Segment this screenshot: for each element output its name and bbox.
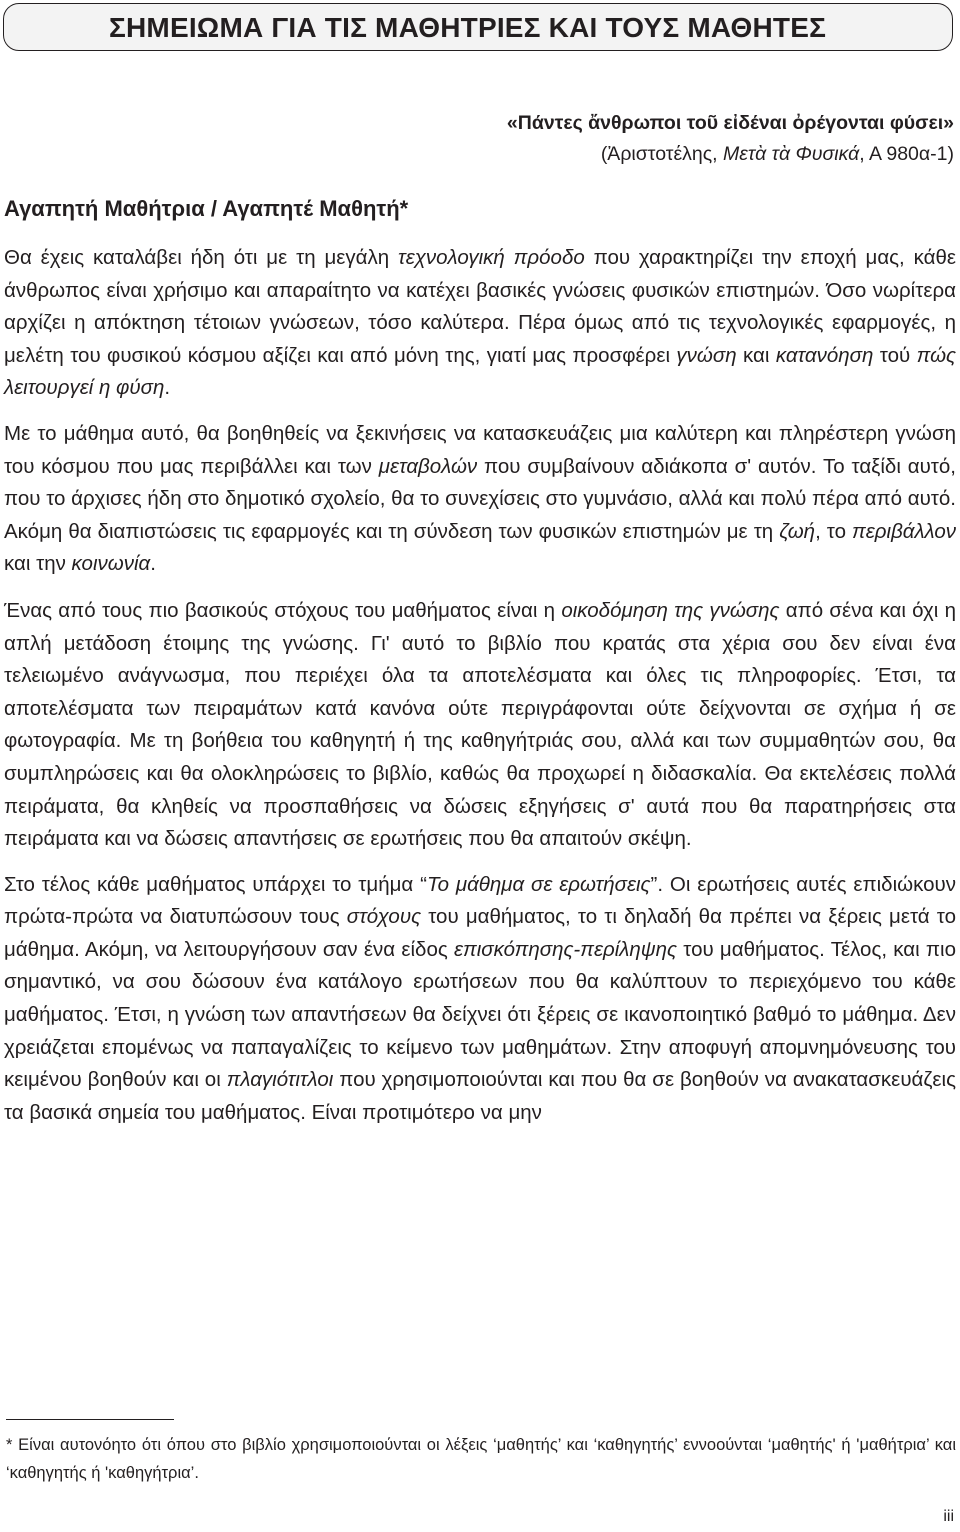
footnote: * Είναι αυτονόητο ότι όπου στο βιβλίο χρησιμοποιούνται οι λέξεις ‘μαθητής’ και ‘καθηγητής’ εννοούνται ‘μαθητής' ή 'μαθήτρια’ και ‘καθηγητής ή 'καθηγήτρια’.: [6, 1436, 956, 1482]
emphasis-run: στόχους: [346, 905, 422, 929]
emphasis-run: μεταβολών: [378, 454, 478, 478]
title-banner: [3, 3, 953, 51]
epigraph-source-open: (Ἀριστοτέλης,: [600, 143, 723, 165]
text-run: από σένα και όχι η απλή μετάδοση έτοιμης της γνώσης. Γι' αυτό το βιβλίο που κρατάς στα χέρια σου δεν είναι ένα τελειωμένο ανάγνωσμα, που περιέχει όλα τα αποτελέσματα και όλες τις πληροφορίες. Έτσι, τα αποτελέσματα των πειραμάτων κατά κανόνα ούτε περιγράφονται ούτε δείχνονται σε σχήμα ή σε φωτογραφία. Με τη βοήθεια του καθηγητή ή της καθηγήτριάς σου, αλλά και των συμμαθητών σου, θα συμπληρώσεις και θα ολοκληρώσεις το βιβλίο, καθώς θα προχωρεί η διδασκαλία. Θα εκτελέσεις πολλά πειράματα, θα κληθείς να προσπαθήσεις να δώσεις εξηγήσεις σ' αυτά που θα παρατηρήσεις στα πειράματα και να δώσεις απαντήσεις σε ερωτήσεις που θα απαιτούν σκέψη.: [4, 598, 956, 851]
emphasis-run: Το μάθημα σε ερωτήσεις: [426, 872, 651, 896]
emphasis-run: πώς λειτουργεί η φύση: [4, 343, 957, 400]
emphasis-run: πλαγιότιτλοι: [226, 1068, 334, 1092]
text-run: Ένας από τους πιο βασικούς στόχους του μαθήματος είναι η: [4, 598, 562, 622]
text-run: και την: [4, 552, 72, 576]
text-run: τού: [873, 343, 917, 367]
text-run: .: [150, 552, 156, 576]
epigraph-source-close: , Α 980α-1): [859, 143, 954, 165]
footnote-divider: [6, 1419, 174, 1420]
text-run: ”. Οι ερωτήσεις αυτές επιδιώκουν πρώτα-πρώτα να διατυπώσουν τους: [4, 872, 957, 929]
epigraph-quote: «Πάντες ἄνθρωποι τοῦ εἰδέναι ὀρέγονται φύσει»: [506, 112, 954, 134]
text-run: που συμβαίνουν αδιάκοπα σ' αυτόν. Το ταξίδι αυτό, που το άρχισες ήδη στο δημοτικό σχολείο, θα το συνεχίσεις στο γυμνάσιο, αλλά και πολύ πέρα από αυτό. Ακόμη θα διαπιστώσεις τις εφαρμογές και τη σύνδεση των φυσικών επιστημών με τη: [4, 454, 957, 543]
emphasis-run: τεχνολογική πρόοδο: [398, 246, 585, 269]
paragraph-3: [4, 595, 956, 856]
text-run: του μαθήματος, το τι δηλαδή θα πρέπει να ξέρεις μετά το μάθημα. Ακόμη, να λειτουργήσουν σαν ένα είδος: [4, 905, 956, 961]
epigraph: [507, 108, 954, 170]
emphasis-run: περιβάλλον: [852, 519, 957, 543]
paragraph-1: [4, 242, 956, 405]
body-text: [4, 242, 956, 1142]
page-title: ΣΗΜΕΙΩΜΑ ΓΙΑ ΤΙΣ ΜΑΘΗΤΡΙΕΣ ΚΑΙ ΤΟΥΣ ΜΑΘΗΤΕΣ: [109, 12, 827, 43]
text-run: Στο τέλος κάθε μαθήματος υπάρχει το τμήμα “: [4, 872, 427, 896]
text-run: Θα έχεις καταλάβει ήδη ότι με τη μεγάλη: [4, 246, 399, 269]
emphasis-run: επισκόπησης-περίληψης: [453, 937, 678, 961]
text-run: του μαθήματος. Τέλος, και πιο σημαντικό, να σου δώσουν ένα κατάλογο ερωτήσεων που θα καλύπτουν το περιεχόμενο του κάθε μαθήματος. Έτσι, η γνώση των απαντήσεων θα δείχνει ότι ξέρεις σε ικανοποιητικό βαθμό το μάθημα. Δεν χρειάζεται επομένως να παπαγαλίζεις το κείμενο των μαθημάτων. Στην αποφυγή απομνημόνευσης του κειμένου βοηθούν και οι: [4, 937, 956, 1092]
text-run: και: [736, 343, 776, 367]
paragraph-2: [4, 418, 956, 581]
greeting-heading: Αγαπητή Μαθήτρια / Αγαπητέ Μαθητή*: [4, 196, 409, 221]
text-run: .: [164, 376, 171, 400]
emphasis-run: κοινωνία: [71, 552, 151, 576]
text-run: , το: [815, 519, 853, 543]
emphasis-run: γνώση: [676, 343, 737, 367]
epigraph-source: [507, 139, 954, 170]
page-number: iii: [943, 1508, 954, 1525]
text-run: που χρησιμοποιούνται και που θα σε βοηθούν να ανακατασκευάζεις τα βασικά σημεία του μαθήματος. Είναι προτιμότερο να μην: [4, 1068, 956, 1124]
emphasis-run: κατανόηση: [775, 343, 874, 367]
epigraph-source-work: Μετὰ τὰ Φυσικά: [723, 143, 860, 165]
text-run: που χαρακτηρίζει την εποχή μας, κάθε άνθρωπος είναι χρήσιμο και απαραίτητο να κατέχει βασικές γνώσεις φυσικών επιστημών. Όσο νωρίτερα αρχίζει η απόκτηση τέτοιων γνώσεων, τόσο καλύτερα. Πέρα όμως από τις τεχνολογικές εφαρμογές, η μελέτη του φυσικού κόσμου αξίζει και από μόνη της, γιατί μας προσφέρει: [4, 246, 957, 367]
paragraph-4: [4, 869, 956, 1130]
text-run: Με το μάθημα αυτό, θα βοηθηθείς να ξεκινήσεις να κατασκευάζεις μια καλύτερη και πληρέστερη γνώση του κόσμου που μας περιβάλλει και των: [4, 421, 956, 478]
emphasis-run: ζωή: [779, 519, 816, 543]
emphasis-run: οικοδόμηση της γνώσης: [561, 598, 780, 622]
